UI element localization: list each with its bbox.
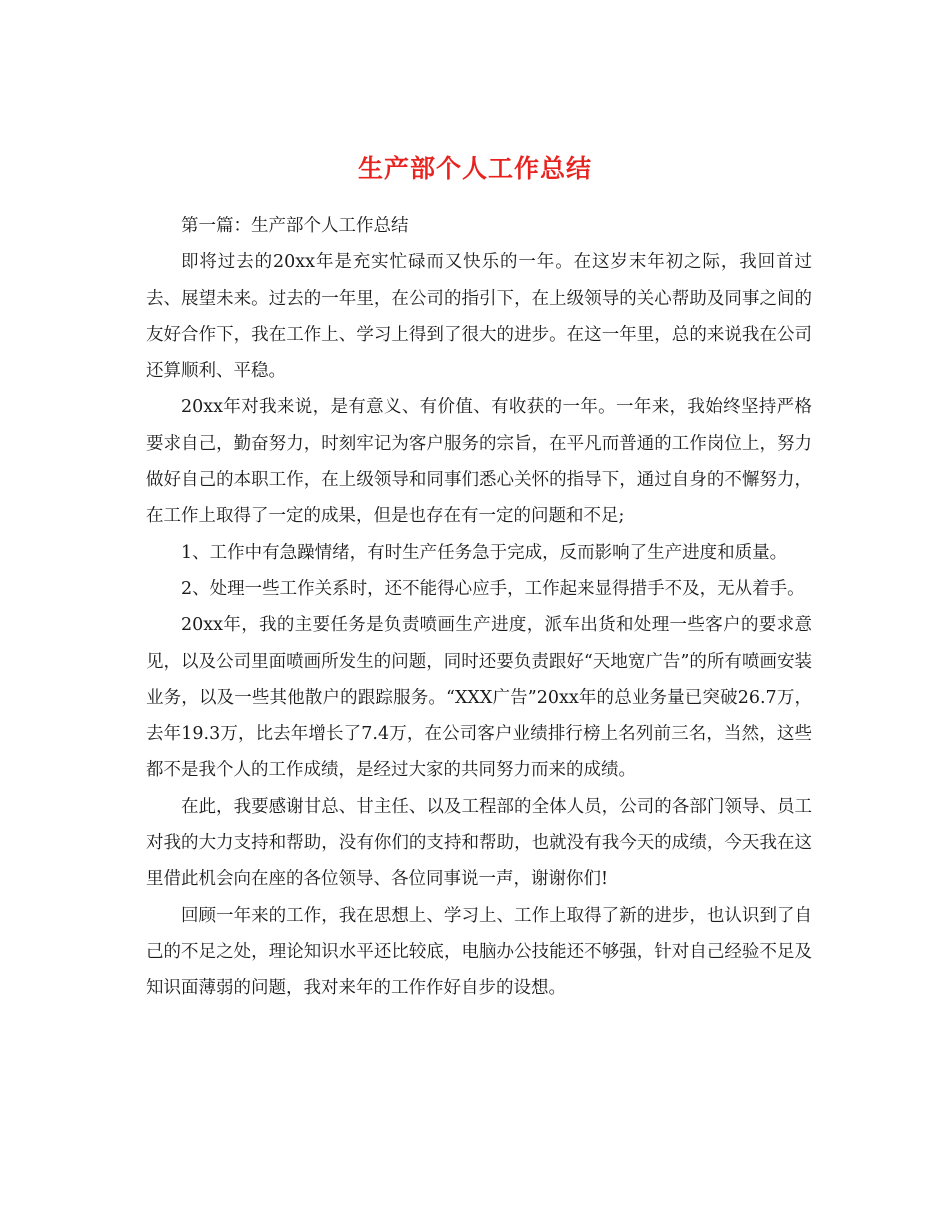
paragraph-main-tasks: 20xx年，我的主要任务是负责喷画生产进度，派车出货和处理一些客户的要求意见，以及公司里面喷画所发生的问题，同时还要负责跟好“天地宽广告”的所有喷画安装业务，以及一些其他散户的跟踪服务。“XXX广告”20xx年的总业务量已突破26.7万，去年19.3万，比去年增长了7.4万，在公司客户业绩排行榜上名列前三名，当然，这些都不是我个人的工作成绩，是经过大家的共同努力而来的成绩。 (146, 615, 812, 781)
paragraph-thanks: 在此，我要感谢甘总、甘主任、以及工程部的全体人员，公司的各部门领导、员工对我的大力支持和帮助，没有你们的支持和帮助，也就没有我今天的成绩，今天我在这里借此机会向在座的各位领导、各位同事说一声，谢谢你们! (146, 796, 812, 890)
document-body (146, 208, 812, 1007)
paragraph-issue-2: 2、处理一些工作关系时，还不能得心应手，工作起来显得措手不及，无从着手。 (181, 578, 805, 599)
paragraph-issue-1: 1、工作中有急躁情绪，有时生产任务急于完成，反而影响了生产进度和质量。 (181, 542, 788, 563)
paragraph-year-summary: 20xx年对我来说，是有意义、有价值、有收获的一年。一年来，我始终坚持严格要求自己，勤奋努力，时刻牢记为客户服务的宗旨，在平凡而普通的工作岗位上，努力做好自己的本职工作，在上级领导和同事们悉心关怀的指导下，通过自身的不懈努力，在工作上取得了一定的成果，但是也存在有一定的问题和不足; (146, 397, 812, 527)
paragraph-intro: 即将过去的20xx年是充实忙碌而又快乐的一年。在这岁末年初之际，我回首过去、展望未来。过去的一年里，在公司的指引下，在上级领导的关心帮助及同事之间的友好合作下，我在工作上、学习上得到了很大的进步。在这一年里，总的来说我在公司还算顺利、平稳。 (146, 252, 812, 382)
document-title: 生产部个人工作总结 (357, 153, 592, 183)
paragraph-review: 回顾一年来的工作，我在思想上、学习上、工作上取得了新的进步，也认识到了自己的不足之处，理论知识水平还比较底，电脑办公技能还不够强，针对自己经验不足及知识面薄弱的问题，我对来年的工作作好自步的设想。 (146, 905, 812, 999)
section-heading: 第一篇：生产部个人工作总结 (181, 216, 409, 236)
